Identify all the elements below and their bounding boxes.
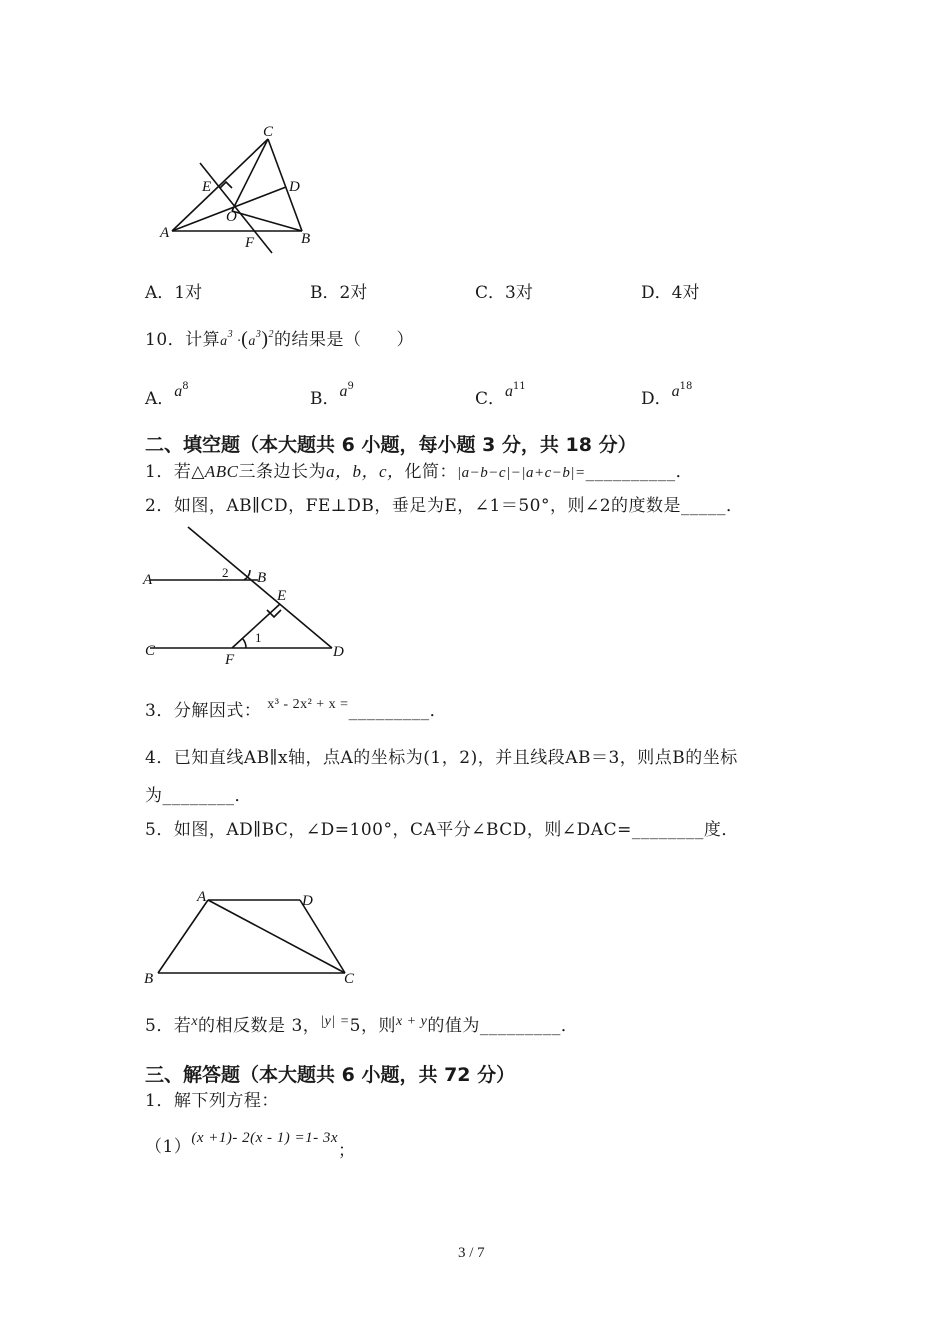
fig5-label-C: C (344, 971, 355, 987)
label-O: O (226, 209, 237, 225)
fig2-label-2: 2 (222, 565, 229, 580)
s2-q3: 3．分解因式： $^{x^3 - 2x^2 + x =}$_________． (145, 697, 448, 721)
q9-option-d: D．4对 (641, 283, 700, 303)
label-E: E (202, 179, 212, 195)
fig2-label-1: 1 (255, 630, 262, 645)
triangle-figure-q9 (150, 125, 330, 255)
label-F: F (245, 235, 255, 251)
q10-option-d: D．$a^{18}$ (641, 381, 693, 409)
fig2-label-F: F (225, 652, 235, 667)
s2-q4-line2: 为________． (145, 786, 252, 806)
s2-q1: 1．若△ABC三条边长为a，b，c，化简：|a−b−c|−|a+c−b|=__________． (145, 462, 694, 482)
q9-option-a: A．1对 (145, 283, 203, 303)
section2-title: 二、填空题（本大题共 6 小题，每小题 3 分，共 18 分） (145, 434, 637, 456)
fig2-label-E: E (277, 588, 287, 604)
s2-q4-line1: 4．已知直线AB∥x轴，点A的坐标为(1，2)，并且线段AB＝3，则点B的坐标 (145, 748, 738, 768)
page-number: 3 / 7 (458, 1245, 485, 1261)
q9-option-b: B．2对 (310, 283, 368, 303)
q10-option-c: C．$a^{11}$ (475, 381, 526, 409)
fig5-label-A: A (197, 889, 207, 905)
fig2-label-D: D (333, 644, 344, 660)
label-B: B (301, 231, 311, 247)
label-C: C (263, 125, 274, 140)
fig2-label-B: B (257, 570, 267, 586)
q10-question: 10．计算$a^3 \cdot(a^3)^2$的结果是（ ） (145, 328, 414, 350)
trapezoid-figure-q5 (140, 885, 370, 990)
q10-expression: $a^3 \cdot(a^3)^2$ (220, 328, 274, 350)
fig2-label-A: A (143, 572, 153, 588)
fig2-label-C: C (145, 643, 156, 659)
q10-option-a: A．$a^8$ (145, 381, 189, 409)
s2-q5b: 5．若$^x$的相反数是 3，$^{|y| =}$5，则$^{x + y}$的值为_________． (145, 1014, 579, 1036)
label-D: D (289, 179, 300, 195)
label-A: A (160, 225, 170, 241)
q9-option-c: C．3对 (475, 283, 533, 303)
q10-option-b: B．$a^9$ (310, 381, 354, 409)
s2-q2: 2．如图，AB∥CD，FE⊥DB，垂足为E，∠1＝50°，则∠2的度数是_____． (145, 496, 744, 516)
fig5-label-B: B (144, 971, 154, 987)
fig5-label-D: D (302, 893, 313, 909)
section3-title: 三、解答题（本大题共 6 小题，共 72 分） (145, 1064, 516, 1086)
s3-q1: 1．解下列方程： (145, 1091, 279, 1111)
s3-equation: （1）(x +1)- 2(x - 1) =1- 3x； (145, 1130, 356, 1161)
parallel-lines-figure-q2 (140, 522, 360, 667)
s2-q5: 5．如图，AD∥BC，∠D=100°，CA平分∠BCD，则∠DAC=________度． (145, 820, 739, 840)
